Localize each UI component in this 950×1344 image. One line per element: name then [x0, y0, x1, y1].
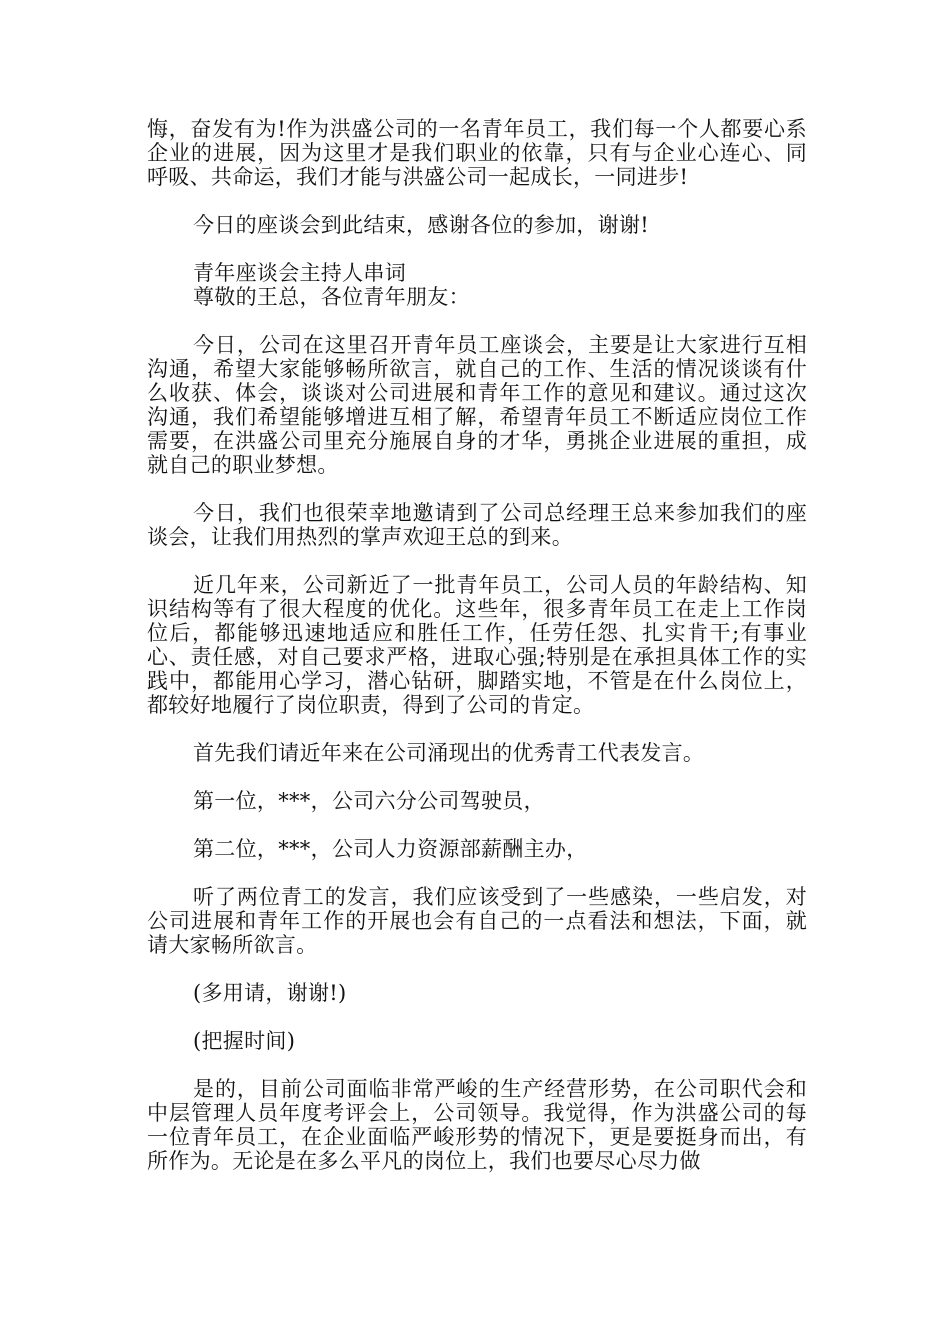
paragraph-background: 近几年来，公司新近了一批青年员工，公司人员的年龄结构、知识结构等有了很大程度的优化。这些年，很多青年员工在走上工作岗位后，都能够迅速地适应和胜任工作，任劳任怨、扎实肯干;有事业心、责任感，对自己要求严格，进取心强;特别是在承担具体工作的实践中，都能用心学习，潜心钻研，脚踏实地，不管是在什么岗位上，都较好地履行了岗位职责，得到了公司的肯定。 — [147, 573, 807, 717]
paragraph-continuation: 悔，奋发有为!作为洪盛公司的一名青年员工，我们每一个人都要心系企业的进展，因为这里才是我们职业的依靠，只有与企业心连心、同呼吸、共命运，我们才能与洪盛公司一起成长，一同进步! — [147, 117, 807, 189]
paragraph-welcome: 今日，我们也很荣幸地邀请到了公司总经理王总来参加我们的座谈会，让我们用热烈的掌声欢迎王总的到来。 — [147, 501, 807, 549]
document-body — [147, 117, 807, 1197]
paragraph-discussion: 听了两位青工的发言，我们应该受到了一些感染，一些启发，对公司进展和青年工作的开展也会有自己的一点看法和想法，下面，就请大家畅所欲言。 — [147, 885, 807, 957]
paragraph-speaker-2: 第二位，***，公司人力资源部薪酬主办， — [193, 837, 588, 861]
salutation: 尊敬的王总，各位青年朋友： — [193, 285, 470, 309]
paragraph-closing-remark: 今日的座谈会到此结束，感谢各位的参加，谢谢! — [193, 213, 650, 237]
paragraph-speaker-1: 第一位，***，公司六分公司驾驶员， — [193, 789, 545, 813]
paragraph-speaker-intro: 首先我们请近年来在公司涌现出的优秀青工代表发言。 — [193, 741, 705, 765]
section-title: 青年座谈会主持人串词 — [193, 261, 406, 285]
paragraph-purpose: 今日，公司在这里召开青年员工座谈会，主要是让大家进行互相沟通，希望大家能够畅所欲言，就自己的工作、生活的情况谈谈有什么收获、体会，谈谈对公司进展和青年工作的意见和建议。通过这次沟通，我们希望能够增进互相了解，希望青年员工不断适应岗位工作需要，在洪盛公司里充分施展自身的才华，勇挑企业进展的重担，成就自己的职业梦想。 — [147, 333, 807, 477]
paragraph-note-1: (多用请，谢谢!) — [193, 981, 347, 1005]
paragraph-situation: 是的，目前公司面临非常严峻的生产经营形势，在公司职代会和中层管理人员年度考评会上，公司领导。我觉得，作为洪盛公司的每一位青年员工，在企业面临严峻形势的情况下，更是要挺身而出，有所作为。无论是在多么平凡的岗位上，我们也要尽心尽力做 — [147, 1077, 807, 1173]
paragraph-note-2: (把握时间) — [193, 1029, 296, 1053]
